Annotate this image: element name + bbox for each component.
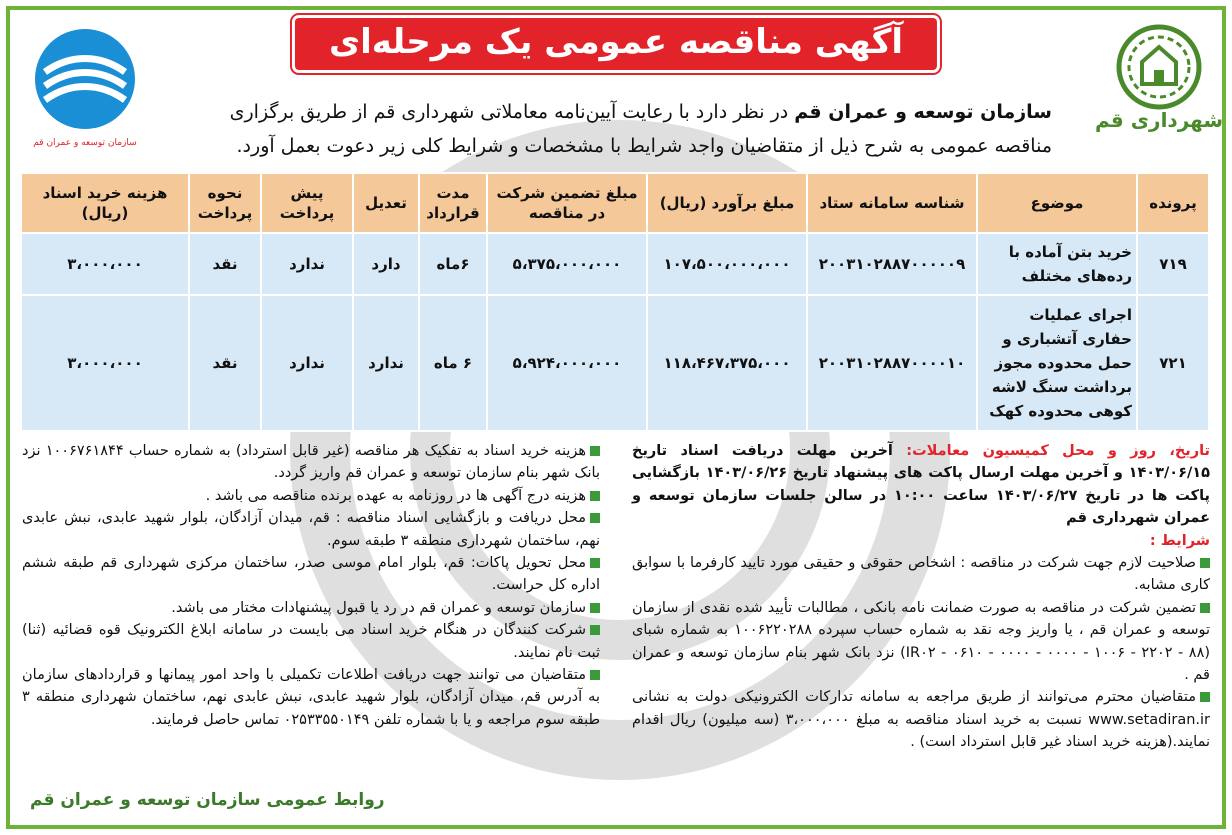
info-item [22,664,600,731]
commission-dates-paragraph [632,440,1210,530]
info-item [22,597,600,619]
document-fee-cell: ۳،۰۰۰،۰۰۰ [21,233,189,295]
condition-item [632,552,1210,597]
condition-text: صلاحیت لازم جهت شرکت در مناقصه : اشخاص حقوقی و حقیقی مورد تایید کارفرما با سوابق کاری مشابه. [632,555,1210,594]
prepayment-cell: ندارد [261,233,353,295]
green-square-bullet-icon [1200,603,1210,613]
header-cell: موضوع [977,173,1137,233]
municipality-caption: شهرداری قم [1094,108,1224,132]
duration-cell: ۶ ماه [419,295,487,431]
condition-item [632,686,1210,753]
info-item [22,619,600,664]
conditions-title: شرایط : [1149,532,1210,549]
public-relations-footer: روابط عمومی سازمان توسعه و عمران قم [30,790,385,810]
condition-text: متقاضیان محترم می‌توانند از طریق مراجعه به سامانه تدارکات الکترونیکی دولت به نشانی www.setadiran.ir نسبت به خرید اسناد مناقصه به مبلغ ۳،۰۰۰،۰۰۰ (سه میلیون) ریال اقدام نمایند.(هزینه خرید اسناد غیر قابل استرداد است) . [632,689,1210,751]
guarantee-cell: ۵،۳۷۵،۰۰۰،۰۰۰ [487,233,647,295]
organization-logo [20,24,150,164]
file-number-cell: ۷۲۱ [1137,295,1209,431]
intro-line1: در نظر دارد با رعایت آیین‌نامه معاملاتی شهرداری قم از طریق برگزاری [229,101,795,123]
condition-text: تضمین شرکت در مناقصه به صورت ضمانت نامه بانکی ، مطالبات تأیید شده نقدی از سازمان توسعه و عمران قم ، یا واریز وجه نقد به شماره حساب سپرده ۱۰۰۶۲۲۰۲۸۸ به شماره شبای (۸۸ - ۲۲۰۲ - ۱۰۰۶ - ۰۰۰۰ - ۰۰۰۰ - ۰۶۱۰ - IR۰۲) نزد بانک شهر بنام سازمان توسعه و عمران قم . [632,599,1211,684]
table-header-row [21,173,1209,233]
info-text: هزینه خرید اسناد به تفکیک هر مناقصه (غیر قابل استرداد) به شماره حساب ۱۰۰۶۷۶۱۸۴۴ نزد بانک شهر بنام سازمان توسعه و عمران قم واریز گردد. [22,443,600,482]
guarantee-cell: ۵،۹۲۴،۰۰۰،۰۰۰ [487,295,647,431]
subject-cell: اجرای عملیات حفاری آتشباری و حمل محدوده مجوز برداشت سنگ لاشه کوهی محدوده کهک [977,295,1137,431]
organization-logo-icon [30,24,140,134]
header-cell: مدت قرارداد [419,173,487,233]
prepayment-cell: ندارد [261,295,353,431]
tender-table [20,172,1210,432]
commission-dates-body: آخرین مهلت دریافت اسناد تاریخ ۱۴۰۳/۰۶/۱۵ و آخرین مهلت ارسال پاکت های پیشنهاد تاریخ ۱۴۰۳/۰۶/۲۶ بازگشایی پاکت ها در تاریخ ۱۴۰۳/۰۶/۲۷ ساعت ۱۰:۰۰ در سالن جلسات سازمان توسعه و عمران شهرداری قم [632,443,1211,527]
info-text: محل دریافت و بازگشایی اسناد مناقصه : قم، میدان آزادگان، بلوار شهید عابدی، نبش عابدی نهم، ساختمان شهرداری منطقه ۳ طبقه سوم. [22,510,600,549]
green-square-bullet-icon [590,513,600,523]
info-item [22,485,600,507]
intro-org-name: سازمان توسعه و عمران قم [794,101,1052,123]
header-cell: تعدیل [353,173,419,233]
file-number-cell: ۷۱۹ [1137,233,1209,295]
info-text: محل تحویل پاکات: قم، بلوار امام موسی صدر، ساختمان مرکزی شهرداری قم طبقه ششم اداره کل حراست. [22,555,600,594]
green-square-bullet-icon [590,670,600,680]
info-text: متقاضیان می توانند جهت دریافت اطلاعات تکمیلی با واحد امور پیمانها و قراردادهای سازمان به آدرس قم، میدان آزادگان، بلوار شهید عابدی، نبش عابدی نهم، ساختمان شهرداری منطقه ۳ طبقه سوم مراجعه و یا با شماره تلفن ۰۲۵۳۳۵۵۰۱۴۹ تماس حاصل فرمایند. [22,667,600,728]
duration-cell: ۶ماه [419,233,487,295]
document-fee-cell: ۳،۰۰۰،۰۰۰ [21,295,189,431]
header-cell: پرونده [1137,173,1209,233]
estimate-cell: ۱۱۸،۴۶۷،۳۷۵،۰۰۰ [647,295,807,431]
intro-paragraph [190,95,1052,163]
info-item [22,440,600,485]
commission-dates-title: تاریخ، روز و محل کمیسیون معاملات: [906,443,1210,459]
info-item [22,552,600,597]
green-square-bullet-icon [590,491,600,501]
green-square-bullet-icon [590,446,600,456]
info-text: هزینه درج آگهی ها در روزنامه به عهده برنده مناقصه می باشد . [205,487,586,504]
adjustment-cell: ندارد [353,295,419,431]
condition-item [632,597,1210,687]
green-square-bullet-icon [590,625,600,635]
info-text: شرکت کنندگان در هنگام خرید اسناد می بایست در سامانه ابلاغ الکترونیک قوه قضائیه (ثنا) ثبت نام نمایند. [22,622,600,661]
organization-caption: سازمان توسعه و عمران قم [33,138,137,148]
header-cell: نحوه پرداخت [189,173,261,233]
setad-id-cell: ۲۰۰۳۱۰۲۸۸۷۰۰۰۰۱۰ [807,295,977,431]
right-column [632,440,1210,754]
payment-method-cell: نقد [189,295,261,431]
green-square-bullet-icon [590,603,600,613]
header-cell: شناسه سامانه ستاد [807,173,977,233]
municipality-logo [1094,22,1224,157]
subject-cell: خرید بتن آماده با رده‌های مختلف [977,233,1137,295]
info-text: سازمان توسعه و عمران قم در رد یا قبول پیشنهادات مختار می باشد. [171,599,586,616]
municipality-emblem-icon [1114,22,1204,112]
header-cell: هزینه خرید اسناد (ریال) [21,173,189,233]
header-cell: مبلغ تضمین شرکت در مناقصه [487,173,647,233]
table-row [21,295,1209,431]
payment-method-cell: نقد [189,233,261,295]
green-square-bullet-icon [590,558,600,568]
green-square-bullet-icon [1200,692,1210,702]
left-column [22,440,600,731]
announcement-banner: آگهی مناقصه عمومی یک مرحله‌ای [295,18,937,70]
header-cell: مبلغ برآورد (ریال) [647,173,807,233]
estimate-cell: ۱۰۷،۵۰۰،۰۰۰،۰۰۰ [647,233,807,295]
adjustment-cell: دارد [353,233,419,295]
intro-line2: مناقصه عمومی به شرح ذیل از متقاضیان واجد شرایط با مشخصات و شرایط کلی زیر دعوت بعمل آورد. [236,135,1052,157]
table-row [21,233,1209,295]
info-item [22,507,600,552]
setad-id-cell: ۲۰۰۳۱۰۲۸۸۷۰۰۰۰۰۹ [807,233,977,295]
header-cell: پیش پرداخت [261,173,353,233]
green-square-bullet-icon [1200,558,1210,568]
